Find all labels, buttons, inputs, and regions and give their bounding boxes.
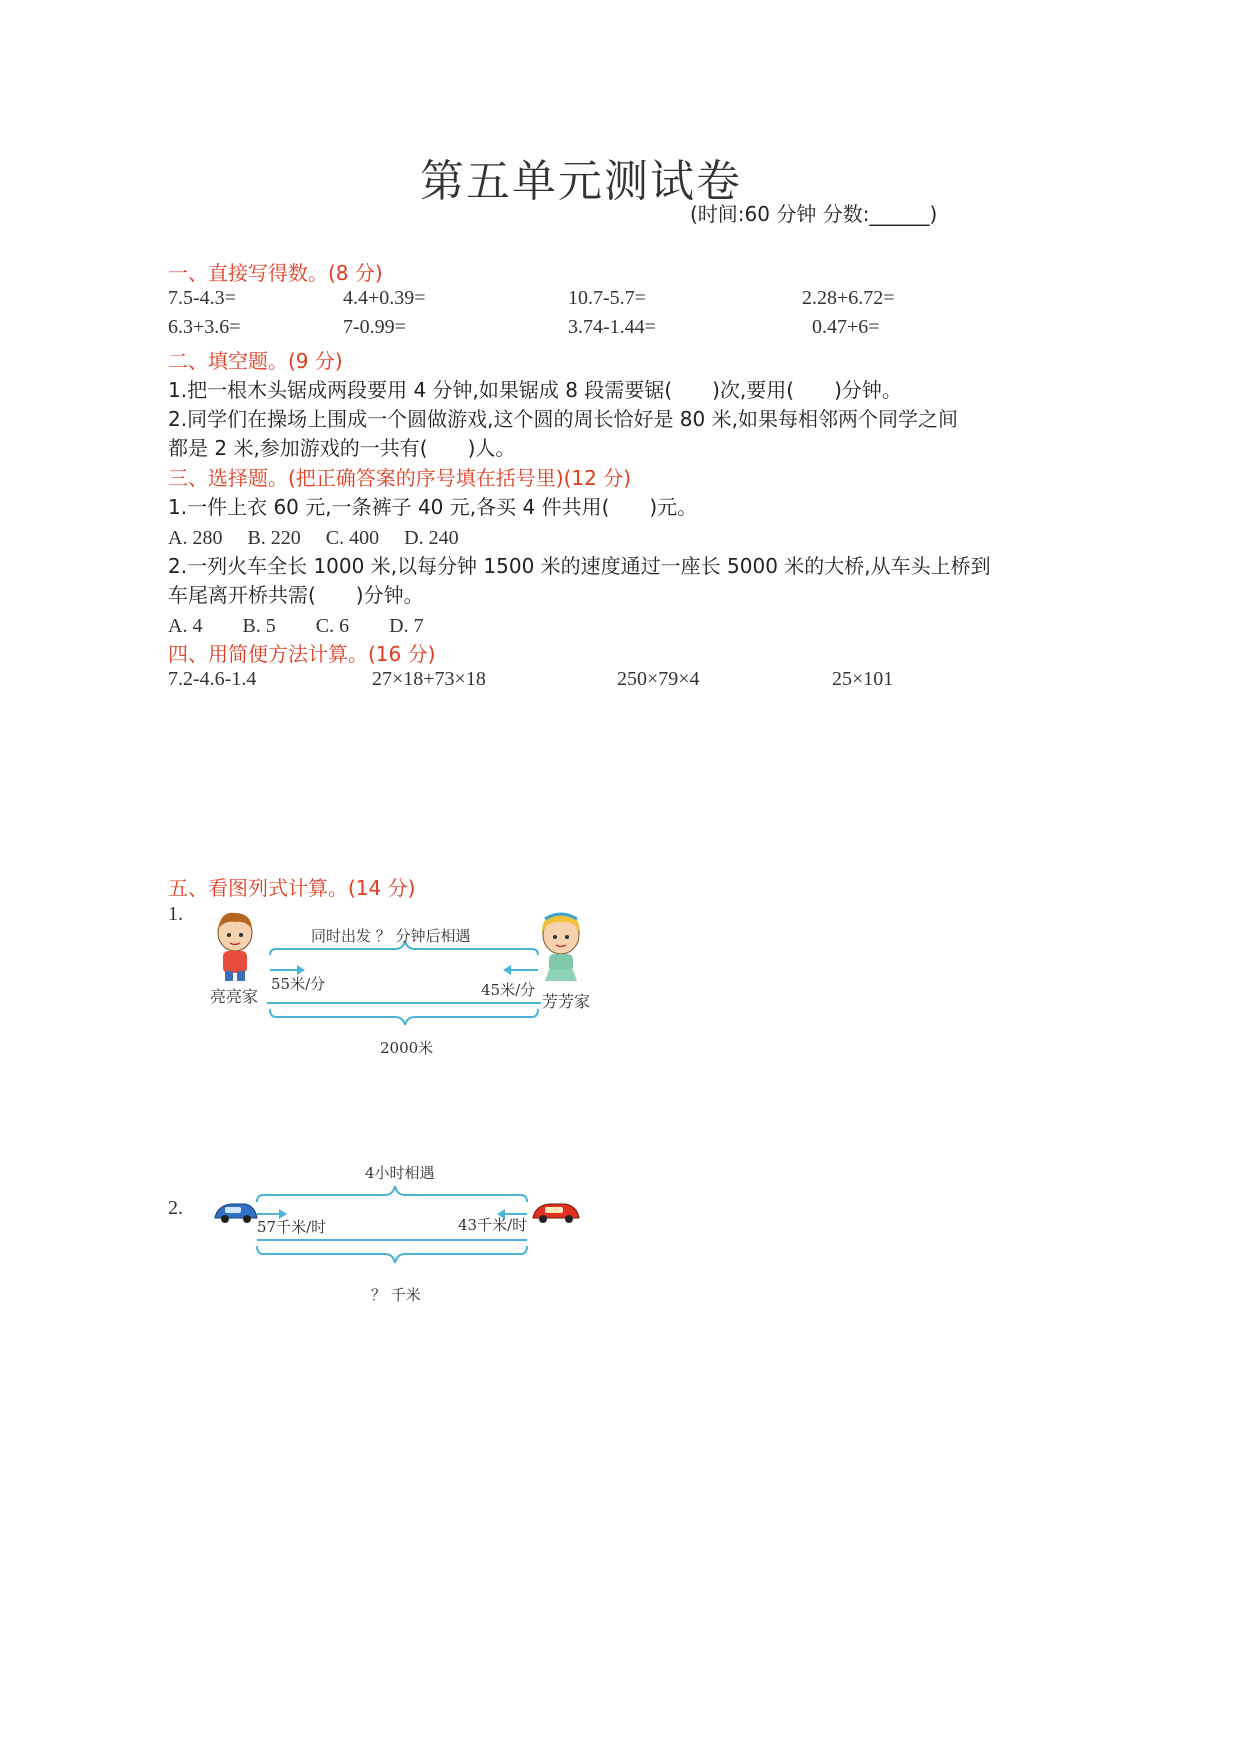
section-5-heading: 五、看图列式计算。(14 分) bbox=[168, 876, 416, 900]
page-title: 第五单元测试卷 bbox=[420, 156, 742, 207]
fill-question-2-line2: 都是 2 米,参加游戏的一共有( )人。 bbox=[168, 436, 516, 460]
top-label: 同时出发 ？ 分钟后相遇 bbox=[311, 927, 471, 945]
meeting-diagram-1 bbox=[205, 905, 600, 1065]
top-label: 4小时相遇 bbox=[365, 1164, 435, 1182]
problem-2-number: 2. bbox=[168, 1197, 183, 1219]
right-speed: 45米/分 bbox=[481, 981, 536, 999]
calc-item: 0.47+6= bbox=[812, 316, 880, 338]
section-1-heading: 一、直接写得数。(8 分) bbox=[168, 261, 383, 285]
fill-question-1: 1.把一根木头锯成两段要用 4 分钟,如果锯成 8 段需要锯( )次,要用( )分钟。 bbox=[168, 378, 902, 402]
simplify-expression: 27×18+73×18 bbox=[372, 668, 486, 690]
left-speed: 57千米/时 bbox=[257, 1218, 327, 1236]
bottom-brace bbox=[257, 1246, 527, 1263]
choice-question-2-line2: 车尾离开桥共需( )分钟。 bbox=[168, 583, 424, 607]
simplify-expression: 250×79×4 bbox=[617, 668, 700, 690]
calc-item: 2.28+6.72= bbox=[802, 287, 895, 309]
calc-item: 10.7-5.7= bbox=[568, 287, 646, 309]
section-3-heading: 三、选择题。(把正确答案的序号填在括号里)(12 分) bbox=[168, 466, 632, 490]
red-car-icon bbox=[533, 1204, 579, 1223]
time-score-line: (时间:60 分钟 分数:______) bbox=[690, 202, 938, 226]
problem-1-number: 1. bbox=[168, 903, 183, 925]
choice-question-2-line1: 2.一列火车全长 1000 米,以每分钟 1500 米的速度通过一座长 5000 米的大桥,从车头上桥到 bbox=[168, 554, 991, 578]
simplify-expression: 7.2-4.6-1.4 bbox=[168, 668, 257, 690]
blue-car-icon bbox=[215, 1204, 257, 1223]
section-2-heading: 二、填空题。(9 分) bbox=[168, 349, 343, 373]
right-home-label: 芳芳家 bbox=[542, 992, 591, 1011]
total-distance: 2000米 bbox=[380, 1039, 434, 1057]
calc-item: 7-0.99= bbox=[343, 316, 406, 338]
bottom-brace bbox=[270, 1009, 538, 1025]
fill-question-2-line1: 2.同学们在操场上围成一个圆做游戏,这个圆的周长恰好是 80 米,如果每相邻两个同学之间 bbox=[168, 407, 958, 431]
calc-item: 6.3+3.6= bbox=[168, 316, 241, 338]
calc-item: 3.74-1.44= bbox=[568, 316, 656, 338]
right-speed: 43千米/时 bbox=[458, 1216, 528, 1234]
boy-icon bbox=[218, 913, 252, 981]
left-home-label: 亮亮家 bbox=[210, 987, 259, 1006]
simplify-expression: 25×101 bbox=[832, 668, 894, 690]
left-arrow-head bbox=[297, 965, 305, 975]
calc-item: 7.5-4.3= bbox=[168, 287, 236, 309]
left-speed: 55米/分 bbox=[271, 975, 326, 993]
top-brace bbox=[257, 1186, 527, 1202]
choice-options-1: A. 280 B. 220 C. 400 D. 240 bbox=[168, 527, 459, 549]
choice-question-1: 1.一件上衣 60 元,一条裤子 40 元,各买 4 件共用( )元。 bbox=[168, 495, 698, 519]
section-4-heading: 四、用简便方法计算。(16 分) bbox=[168, 642, 436, 666]
girl-icon bbox=[542, 913, 580, 981]
calc-item: 4.4+0.39= bbox=[343, 287, 426, 309]
right-arrow-head bbox=[503, 965, 511, 975]
meeting-diagram-2 bbox=[205, 1158, 600, 1310]
total-distance: ？ 千米 bbox=[371, 1286, 421, 1304]
choice-options-2: A. 4 B. 5 C. 6 D. 7 bbox=[168, 615, 424, 637]
